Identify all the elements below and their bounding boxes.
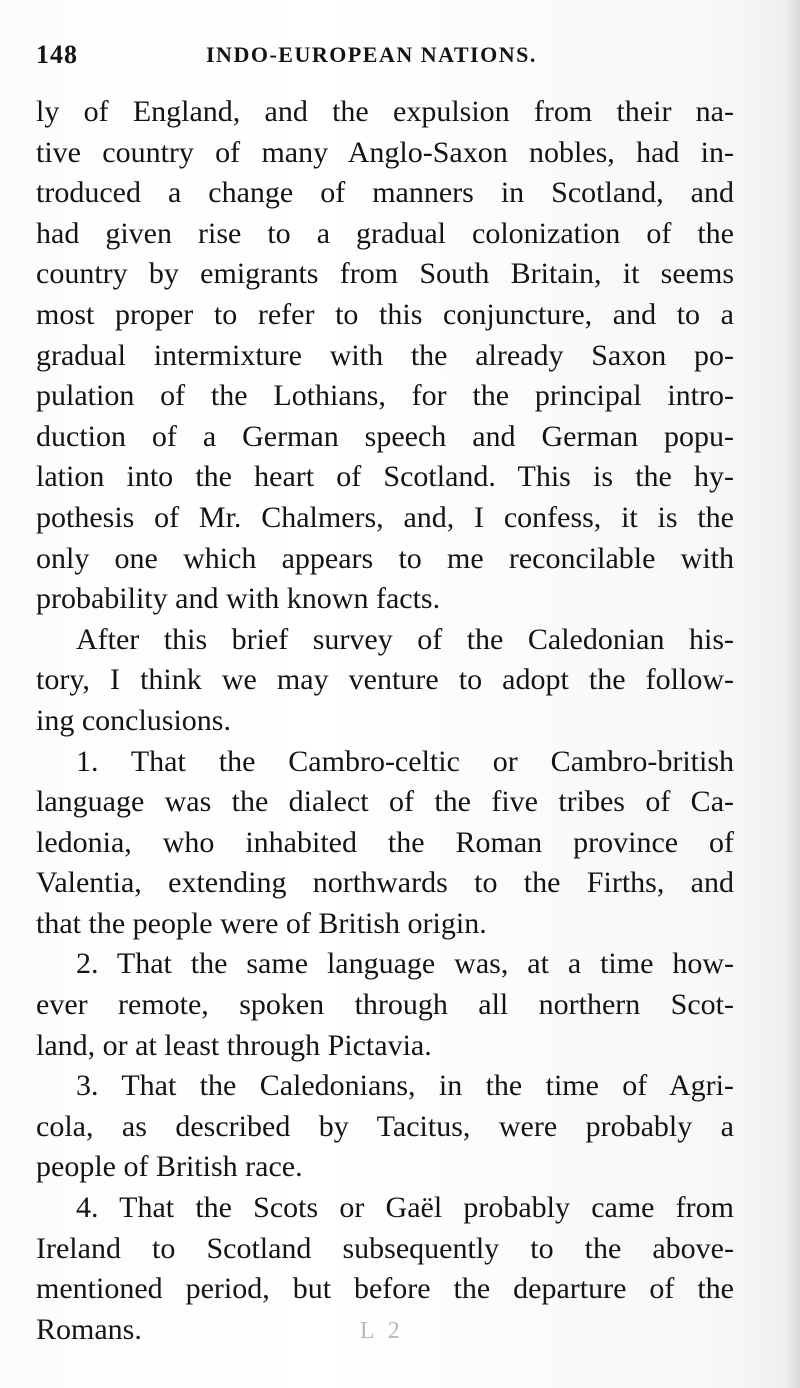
text-line: ledonia, who inhabited the Roman province of [36, 825, 734, 859]
text-line: most proper to refer to this conjuncture, and to a [36, 297, 734, 331]
text-line: ever remote, spoken through all northern Scot- [36, 988, 734, 1022]
text-line: mentioned period, but before the departure of the [36, 1272, 734, 1306]
running-title: INDO-EUROPEAN NATIONS. [206, 42, 537, 67]
conclusion-3-start: 3. That the Caledonians, in the time of Agri- [76, 1069, 734, 1103]
paragraph-end-line: people of British race. [36, 1150, 303, 1184]
text-line: country by emigrants from South Britain, it seems [36, 257, 734, 291]
text-line: pulation of the Lothians, for the principal intro- [36, 379, 734, 413]
text-line: pothesis of Mr. Chalmers, and, I confess, it is the [36, 500, 734, 534]
page-number: 148 [36, 40, 78, 69]
text-line: troduced a change of manners in Scotland, and [36, 176, 734, 210]
paragraph-end-line: that the people were of British origin. [36, 906, 487, 940]
paragraph-end-line: ing conclusions. [36, 703, 231, 737]
text-line: gradual intermixture with the already Saxon po- [36, 338, 734, 372]
paragraph-end-line: probability and with known facts. [36, 582, 441, 616]
text-line: lation into the heart of Scotland. This is the hy- [36, 460, 734, 494]
paragraph-end-line: land, or at least through Pictavia. [36, 1028, 432, 1062]
conclusion-4-start: 4. That the Scots or Gaël probably came from [76, 1191, 734, 1225]
conclusion-2-start: 2. That the same language was, at a time how- [76, 947, 734, 981]
text-line: Valentia, extending northwards to the Firths, and [36, 866, 734, 900]
paragraph-end-line: Romans. [36, 1312, 142, 1346]
text-line: cola, as described by Tacitus, were probably a [36, 1109, 734, 1143]
text-line: only one which appears to me reconcilable with [36, 541, 734, 575]
text-line: tive country of many Anglo-Saxon nobles, had in- [36, 135, 734, 169]
conclusion-1-start: 1. That the Cambro-celtic or Cambro-british [76, 744, 734, 778]
text-line: Ireland to Scotland subsequently to the above- [36, 1231, 734, 1265]
folio-signature: L 2 [360, 1318, 404, 1344]
text-line: tory, I think we may venture to adopt the follow- [36, 663, 734, 697]
page-edge-shadow [786, 0, 800, 1388]
text-line: language was the dialect of the five tribes of Ca- [36, 785, 734, 819]
paragraph-start-line: After this brief survey of the Caledonian his- [76, 622, 734, 656]
text-line: duction of a German speech and German popu- [36, 419, 734, 453]
running-head [36, 40, 596, 76]
text-line: had given rise to a gradual colonization of the [36, 216, 734, 250]
body-text [36, 92, 734, 1350]
text-line: ly of England, and the expulsion from their na- [36, 95, 734, 128]
